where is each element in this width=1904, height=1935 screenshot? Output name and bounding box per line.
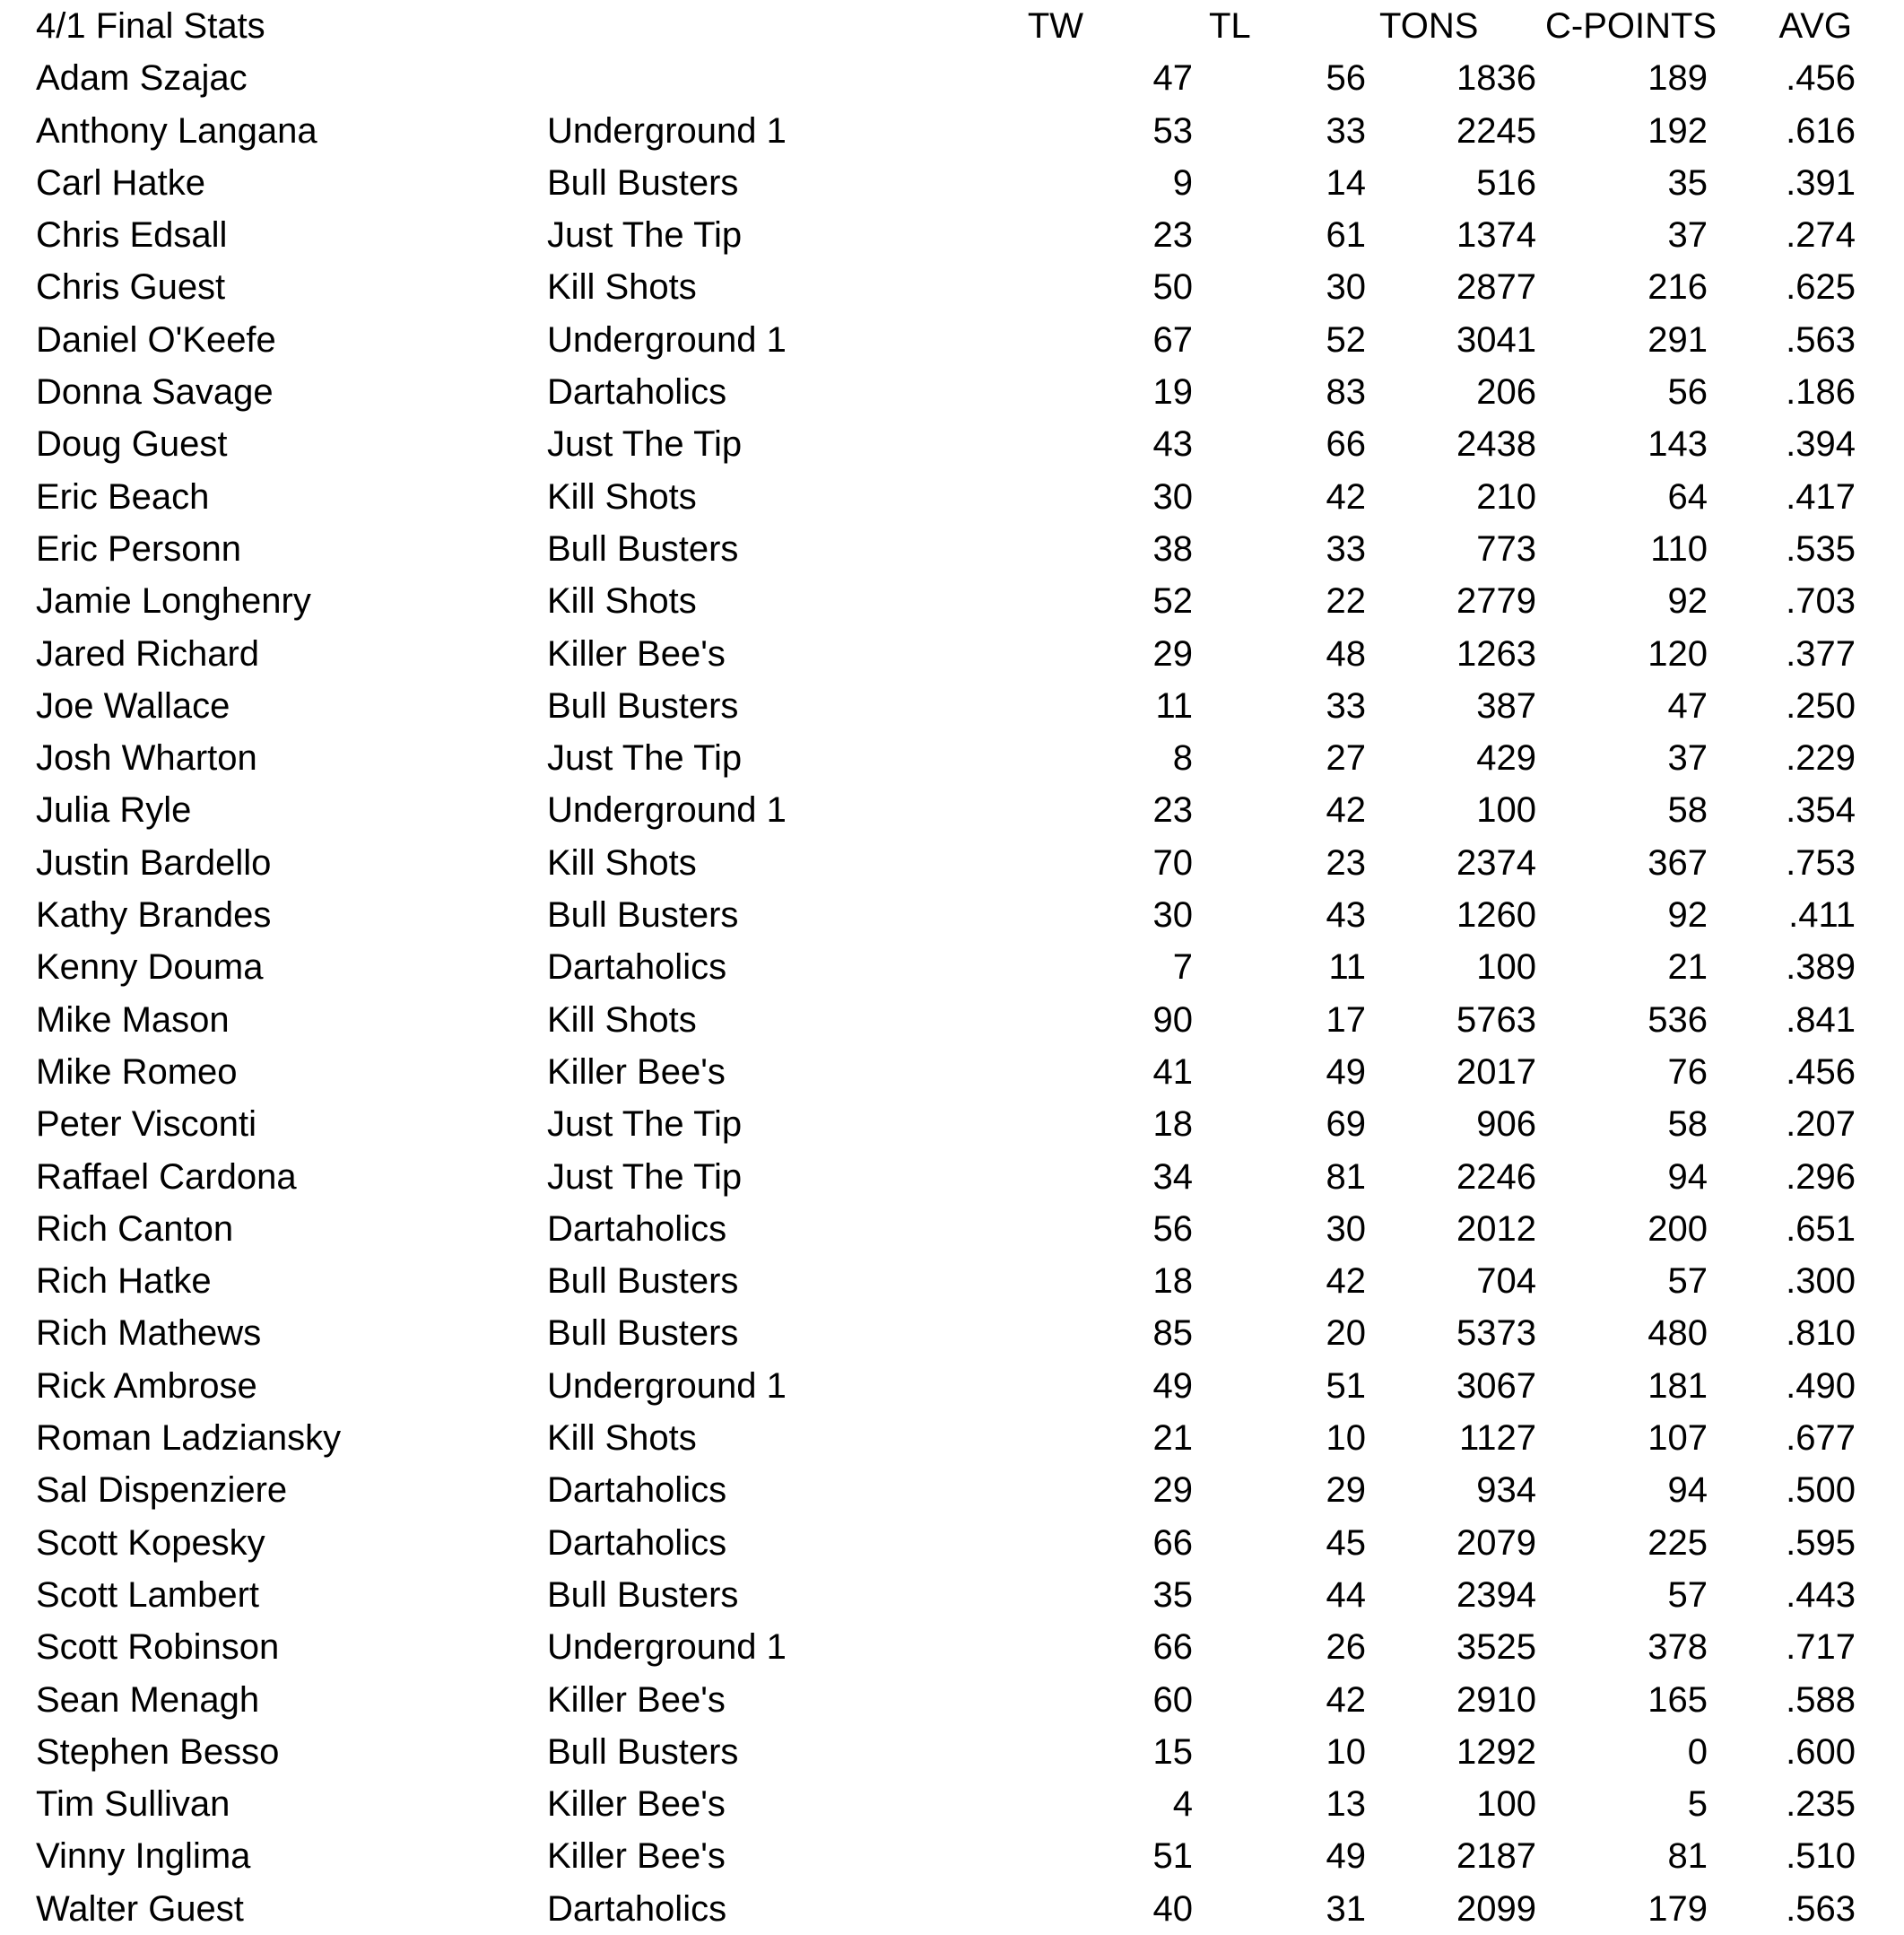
- c-points-cell: 200: [1648, 1208, 1708, 1249]
- table-row: [0, 628, 1904, 680]
- tons-cell: 2245: [1456, 110, 1536, 151]
- tons-cell: 2779: [1456, 581, 1536, 622]
- player-name-cell: Joe Wallace: [36, 685, 230, 726]
- team-name-cell: Dartaholics: [547, 1888, 727, 1929]
- table-row: [0, 1203, 1904, 1255]
- player-name-cell: Donna Savage: [36, 372, 274, 413]
- c-points-cell: 56: [1667, 372, 1708, 413]
- tons-cell: 1263: [1456, 633, 1536, 674]
- tw-cell: 11: [1155, 685, 1193, 726]
- table-row: [0, 1464, 1904, 1516]
- tl-cell: 48: [1326, 633, 1366, 674]
- tw-cell: 29: [1152, 1470, 1193, 1511]
- tl-cell: 45: [1326, 1522, 1366, 1563]
- tl-cell: 52: [1326, 319, 1366, 360]
- tons-cell: 2079: [1456, 1522, 1536, 1563]
- tl-cell: 51: [1326, 1365, 1366, 1406]
- team-name-cell: Just The Tip: [547, 215, 743, 256]
- tons-cell: 3525: [1456, 1627, 1536, 1668]
- table-row: [0, 209, 1904, 261]
- table-row: [0, 157, 1904, 209]
- table-row: [0, 1674, 1904, 1726]
- table-row: [0, 1412, 1904, 1464]
- avg-cell: .510: [1786, 1836, 1856, 1877]
- c-points-cell: 189: [1648, 58, 1708, 99]
- c-points-cell: 120: [1648, 633, 1708, 674]
- player-name-cell: Kenny Douma: [36, 947, 264, 988]
- player-name-cell: Eric Beach: [36, 476, 210, 517]
- c-points-cell: 225: [1648, 1522, 1708, 1563]
- avg-cell: .651: [1786, 1208, 1856, 1249]
- tons-cell: 773: [1476, 528, 1536, 569]
- team-name-cell: Underground 1: [547, 790, 787, 831]
- avg-cell: .588: [1786, 1679, 1856, 1720]
- player-name-cell: Rich Mathews: [36, 1313, 262, 1354]
- table-row: [0, 418, 1904, 470]
- tons-cell: 2877: [1456, 267, 1536, 308]
- team-name-cell: Just The Tip: [547, 424, 743, 465]
- team-name-cell: Underground 1: [547, 110, 787, 151]
- tw-cell: 18: [1152, 1261, 1193, 1302]
- tw-cell: 90: [1152, 999, 1193, 1040]
- tons-cell: 934: [1476, 1470, 1536, 1511]
- tw-cell: 67: [1152, 319, 1193, 360]
- tons-cell: 2246: [1456, 1156, 1536, 1197]
- team-name-cell: Just The Tip: [547, 1156, 743, 1197]
- tons-cell: 2438: [1456, 424, 1536, 465]
- tw-cell: 50: [1152, 267, 1193, 308]
- tons-cell: 2374: [1456, 842, 1536, 883]
- avg-cell: .300: [1786, 1261, 1856, 1302]
- table-row: [0, 784, 1904, 836]
- table-row: [0, 105, 1904, 157]
- avg-cell: .274: [1786, 215, 1856, 256]
- c-points-cell: 57: [1667, 1261, 1708, 1302]
- c-points-cell: 76: [1667, 1051, 1708, 1092]
- avg-cell: .810: [1786, 1313, 1856, 1354]
- c-points-cell: 37: [1667, 738, 1708, 779]
- team-name-cell: Kill Shots: [547, 581, 697, 622]
- avg-cell: .625: [1786, 267, 1856, 308]
- column-header-tl: TL: [1209, 6, 1251, 46]
- tl-cell: 30: [1326, 267, 1366, 308]
- tw-cell: 30: [1152, 895, 1193, 936]
- team-name-cell: Underground 1: [547, 1627, 787, 1668]
- table-row: [0, 1830, 1904, 1882]
- tons-cell: 100: [1476, 790, 1536, 831]
- tl-cell: 31: [1326, 1888, 1366, 1929]
- team-name-cell: Bull Busters: [547, 1313, 739, 1354]
- avg-cell: .443: [1786, 1574, 1856, 1615]
- player-name-cell: Josh Wharton: [36, 738, 257, 779]
- column-header-c-points: C-POINTS: [1545, 6, 1717, 46]
- table-row: [0, 994, 1904, 1046]
- table-row: [0, 1621, 1904, 1673]
- tl-cell: 11: [1328, 947, 1366, 988]
- tw-cell: 30: [1152, 476, 1193, 517]
- table-row: [0, 471, 1904, 523]
- stats-table-body: [0, 52, 1904, 1935]
- player-name-cell: Jared Richard: [36, 633, 260, 674]
- avg-cell: .717: [1786, 1627, 1856, 1668]
- player-name-cell: Mike Mason: [36, 999, 230, 1040]
- team-name-cell: Kill Shots: [547, 842, 697, 883]
- player-name-cell: Kathy Brandes: [36, 895, 272, 936]
- player-name-cell: Jamie Longhenry: [36, 581, 311, 622]
- avg-cell: .753: [1786, 842, 1856, 883]
- table-row: [0, 680, 1904, 732]
- avg-cell: .411: [1788, 895, 1856, 936]
- tl-cell: 29: [1326, 1470, 1366, 1511]
- c-points-cell: 92: [1667, 895, 1708, 936]
- tl-cell: 56: [1326, 58, 1366, 99]
- team-name-cell: Killer Bee's: [547, 633, 726, 674]
- tl-cell: 13: [1326, 1784, 1366, 1825]
- tw-cell: 56: [1152, 1208, 1193, 1249]
- table-row: [0, 1883, 1904, 1935]
- tl-cell: 43: [1326, 895, 1366, 936]
- c-points-cell: 81: [1667, 1836, 1708, 1877]
- tl-cell: 27: [1326, 738, 1366, 779]
- team-name-cell: Kill Shots: [547, 1418, 697, 1459]
- c-points-cell: 58: [1667, 790, 1708, 831]
- tw-cell: 8: [1172, 738, 1193, 779]
- team-name-cell: Just The Tip: [547, 738, 743, 779]
- player-name-cell: Chris Edsall: [36, 215, 228, 256]
- c-points-cell: 378: [1648, 1627, 1708, 1668]
- tons-cell: 210: [1476, 476, 1536, 517]
- team-name-cell: Dartaholics: [547, 1522, 727, 1563]
- team-name-cell: Kill Shots: [547, 267, 697, 308]
- team-name-cell: Killer Bee's: [547, 1784, 726, 1825]
- tw-cell: 34: [1152, 1156, 1193, 1197]
- tw-cell: 60: [1152, 1679, 1193, 1720]
- c-points-cell: 181: [1648, 1365, 1708, 1406]
- avg-cell: .377: [1786, 633, 1856, 674]
- tl-cell: 20: [1326, 1313, 1366, 1354]
- table-row: [0, 261, 1904, 313]
- avg-cell: .703: [1786, 581, 1856, 622]
- tw-cell: 29: [1152, 633, 1193, 674]
- team-name-cell: [538, 52, 933, 104]
- c-points-cell: 94: [1667, 1156, 1708, 1197]
- c-points-cell: 0: [1687, 1731, 1708, 1772]
- team-name-cell: Bull Busters: [547, 1731, 739, 1772]
- tl-cell: 10: [1326, 1418, 1366, 1459]
- tl-cell: 42: [1326, 1679, 1366, 1720]
- tons-cell: 1127: [1458, 1418, 1536, 1459]
- avg-cell: .456: [1786, 58, 1856, 99]
- tons-cell: 2394: [1456, 1574, 1536, 1615]
- avg-cell: .250: [1786, 685, 1856, 726]
- tw-cell: 70: [1152, 842, 1193, 883]
- table-row: [0, 1151, 1904, 1203]
- avg-cell: .490: [1786, 1365, 1856, 1406]
- tl-cell: 61: [1326, 215, 1366, 256]
- tons-cell: 1836: [1456, 58, 1536, 99]
- tons-cell: 5373: [1456, 1313, 1536, 1354]
- c-points-cell: 21: [1667, 947, 1708, 988]
- avg-cell: .296: [1786, 1156, 1856, 1197]
- tw-cell: 9: [1172, 162, 1193, 203]
- tons-cell: 100: [1476, 947, 1536, 988]
- tw-cell: 19: [1152, 372, 1193, 413]
- c-points-cell: 64: [1667, 476, 1708, 517]
- column-header-tons: TONS: [1379, 6, 1479, 46]
- player-name-cell: Adam Szajac: [36, 58, 248, 99]
- tl-cell: 33: [1326, 528, 1366, 569]
- table-row: [0, 837, 1904, 889]
- avg-cell: .535: [1786, 528, 1856, 569]
- tw-cell: 47: [1152, 58, 1193, 99]
- tw-cell: 66: [1152, 1627, 1193, 1668]
- header-row: [0, 0, 1904, 52]
- table-row: [0, 1726, 1904, 1778]
- tons-cell: 429: [1476, 738, 1536, 779]
- tl-cell: 83: [1326, 372, 1366, 413]
- tl-cell: 69: [1326, 1104, 1366, 1145]
- avg-cell: .186: [1786, 372, 1856, 413]
- c-points-cell: 367: [1648, 842, 1708, 883]
- c-points-cell: 165: [1648, 1679, 1708, 1720]
- player-name-cell: Vinny Inglima: [36, 1836, 251, 1877]
- table-row: [0, 366, 1904, 418]
- team-name-cell: Just The Tip: [547, 1104, 743, 1145]
- avg-cell: .389: [1786, 947, 1856, 988]
- player-name-cell: Carl Hatke: [36, 162, 205, 203]
- table-row: [0, 1360, 1904, 1412]
- tw-cell: 35: [1152, 1574, 1193, 1615]
- team-name-cell: Dartaholics: [547, 1208, 727, 1249]
- avg-cell: .841: [1786, 999, 1856, 1040]
- player-name-cell: Scott Kopesky: [36, 1522, 265, 1563]
- tw-cell: 7: [1172, 947, 1193, 988]
- team-name-cell: Underground 1: [547, 319, 787, 360]
- c-points-cell: 480: [1648, 1313, 1708, 1354]
- player-name-cell: Scott Robinson: [36, 1627, 280, 1668]
- c-points-cell: 110: [1650, 528, 1708, 569]
- team-name-cell: Kill Shots: [547, 999, 697, 1040]
- tw-cell: 53: [1152, 110, 1193, 151]
- tw-cell: 4: [1172, 1784, 1193, 1825]
- c-points-cell: 57: [1667, 1574, 1708, 1615]
- tl-cell: 33: [1326, 685, 1366, 726]
- avg-cell: .595: [1786, 1522, 1856, 1563]
- tl-cell: 17: [1326, 999, 1366, 1040]
- tw-cell: 52: [1152, 581, 1193, 622]
- avg-cell: .600: [1786, 1731, 1856, 1772]
- tw-cell: 66: [1152, 1522, 1193, 1563]
- tl-cell: 30: [1326, 1208, 1366, 1249]
- player-name-cell: Mike Romeo: [36, 1051, 238, 1092]
- table-row: [0, 1307, 1904, 1359]
- avg-cell: .500: [1786, 1470, 1856, 1511]
- tons-cell: 1374: [1456, 215, 1536, 256]
- table-row: [0, 889, 1904, 941]
- tons-cell: 2012: [1456, 1208, 1536, 1249]
- player-name-cell: Walter Guest: [36, 1888, 244, 1929]
- tons-cell: 5763: [1456, 999, 1536, 1040]
- tw-cell: 41: [1152, 1051, 1193, 1092]
- avg-cell: .391: [1786, 162, 1856, 203]
- team-name-cell: Underground 1: [547, 1365, 787, 1406]
- avg-cell: .616: [1786, 110, 1856, 151]
- table-row: [0, 1255, 1904, 1307]
- team-name-cell: Killer Bee's: [547, 1679, 726, 1720]
- tw-cell: 51: [1152, 1836, 1193, 1877]
- avg-cell: .235: [1786, 1784, 1856, 1825]
- c-points-cell: 47: [1667, 685, 1708, 726]
- tw-cell: 49: [1152, 1365, 1193, 1406]
- table-row: [0, 1569, 1904, 1621]
- player-name-cell: Stephen Besso: [36, 1731, 280, 1772]
- team-name-cell: Killer Bee's: [547, 1836, 726, 1877]
- table-row: [0, 941, 1904, 993]
- c-points-cell: 94: [1667, 1470, 1708, 1511]
- tw-cell: 18: [1152, 1104, 1193, 1145]
- tl-cell: 66: [1326, 424, 1366, 465]
- avg-cell: .456: [1786, 1051, 1856, 1092]
- table-row: [0, 314, 1904, 366]
- tl-cell: 10: [1326, 1731, 1366, 1772]
- avg-cell: .677: [1786, 1418, 1856, 1459]
- tons-cell: 516: [1476, 162, 1536, 203]
- player-name-cell: Rick Ambrose: [36, 1365, 257, 1406]
- tons-cell: 704: [1476, 1261, 1536, 1302]
- tw-cell: 15: [1152, 1731, 1193, 1772]
- team-name-cell: Killer Bee's: [547, 1051, 726, 1092]
- table-row: [0, 1778, 1904, 1830]
- team-name-cell: Dartaholics: [547, 947, 727, 988]
- player-name-cell: Chris Guest: [36, 267, 226, 308]
- tons-cell: 1260: [1456, 895, 1536, 936]
- tons-cell: 387: [1476, 685, 1536, 726]
- player-name-cell: Tim Sullivan: [36, 1784, 230, 1825]
- tl-cell: 33: [1326, 110, 1366, 151]
- tl-cell: 49: [1326, 1051, 1366, 1092]
- player-name-cell: Daniel O'Keefe: [36, 319, 276, 360]
- avg-cell: .417: [1786, 476, 1856, 517]
- tons-cell: 2910: [1456, 1679, 1536, 1720]
- tl-cell: 22: [1326, 581, 1366, 622]
- tl-cell: 81: [1326, 1156, 1366, 1197]
- table-row: [0, 1517, 1904, 1569]
- c-points-cell: 143: [1648, 424, 1708, 465]
- table-row: [0, 1098, 1904, 1150]
- tl-cell: 23: [1326, 842, 1366, 883]
- c-points-cell: 179: [1648, 1888, 1708, 1929]
- team-name-cell: Bull Busters: [547, 1574, 739, 1615]
- tw-cell: 23: [1152, 790, 1193, 831]
- tl-cell: 44: [1326, 1574, 1366, 1615]
- c-points-cell: 107: [1648, 1418, 1708, 1459]
- player-name-cell: Scott Lambert: [36, 1574, 260, 1615]
- c-points-cell: 5: [1687, 1784, 1708, 1825]
- team-name-cell: Bull Busters: [547, 685, 739, 726]
- team-name-cell: Dartaholics: [547, 372, 727, 413]
- player-name-cell: Sal Dispenziere: [36, 1470, 288, 1511]
- team-name-cell: Dartaholics: [547, 1470, 727, 1511]
- player-name-cell: Roman Ladziansky: [36, 1418, 342, 1459]
- avg-cell: .394: [1786, 424, 1856, 465]
- table-row: [0, 575, 1904, 627]
- tw-cell: 23: [1152, 215, 1193, 256]
- player-name-cell: Eric Personn: [36, 528, 241, 569]
- tl-cell: 42: [1326, 476, 1366, 517]
- column-header-tw: TW: [1027, 6, 1083, 46]
- c-points-cell: 58: [1667, 1104, 1708, 1145]
- avg-cell: .354: [1786, 790, 1856, 831]
- team-name-cell: Kill Shots: [547, 476, 697, 517]
- tw-cell: 40: [1152, 1888, 1193, 1929]
- player-name-cell: Anthony Langana: [36, 110, 317, 151]
- c-points-cell: 291: [1648, 319, 1708, 360]
- tons-cell: 3067: [1456, 1365, 1536, 1406]
- tl-cell: 49: [1326, 1836, 1366, 1877]
- player-name-cell: Justin Bardello: [36, 842, 272, 883]
- tons-cell: 2017: [1456, 1051, 1536, 1092]
- tw-cell: 43: [1152, 424, 1193, 465]
- c-points-cell: 216: [1648, 267, 1708, 308]
- avg-cell: .563: [1786, 1888, 1856, 1929]
- tw-cell: 85: [1152, 1313, 1193, 1354]
- tl-cell: 42: [1326, 790, 1366, 831]
- team-name-cell: Bull Busters: [547, 528, 739, 569]
- tons-cell: 1292: [1456, 1731, 1536, 1772]
- table-row: [0, 1046, 1904, 1098]
- column-header-avg: AVG: [1778, 6, 1852, 46]
- player-name-cell: Raffael Cardona: [36, 1156, 297, 1197]
- tons-cell: 3041: [1456, 319, 1536, 360]
- tons-cell: 206: [1476, 372, 1536, 413]
- c-points-cell: 37: [1667, 215, 1708, 256]
- c-points-cell: 35: [1667, 162, 1708, 203]
- table-row: [0, 52, 1904, 104]
- tl-cell: 42: [1326, 1261, 1366, 1302]
- tons-cell: 906: [1476, 1104, 1536, 1145]
- c-points-cell: 92: [1667, 581, 1708, 622]
- team-name-cell: Bull Busters: [547, 1261, 739, 1302]
- tons-cell: 2187: [1456, 1836, 1536, 1877]
- avg-cell: .563: [1786, 319, 1856, 360]
- player-name-cell: Julia Ryle: [36, 790, 192, 831]
- avg-cell: .229: [1786, 738, 1856, 779]
- player-name-cell: Sean Menagh: [36, 1679, 260, 1720]
- player-name-cell: Rich Hatke: [36, 1261, 212, 1302]
- player-name-cell: Peter Visconti: [36, 1104, 257, 1145]
- c-points-cell: 192: [1648, 110, 1708, 151]
- tons-cell: 100: [1476, 1784, 1536, 1825]
- table-row: [0, 732, 1904, 784]
- avg-cell: .207: [1786, 1104, 1856, 1145]
- tw-cell: 21: [1152, 1418, 1193, 1459]
- tl-cell: 14: [1326, 162, 1366, 203]
- team-name-cell: Bull Busters: [547, 895, 739, 936]
- tw-cell: 38: [1152, 528, 1193, 569]
- team-name-cell: Bull Busters: [547, 162, 739, 203]
- tl-cell: 26: [1326, 1627, 1366, 1668]
- table-row: [0, 523, 1904, 575]
- player-name-cell: Doug Guest: [36, 424, 228, 465]
- c-points-cell: 536: [1648, 999, 1708, 1040]
- tons-cell: 2099: [1456, 1888, 1536, 1929]
- player-name-cell: Rich Canton: [36, 1208, 234, 1249]
- report-title: 4/1 Final Stats: [36, 6, 265, 46]
